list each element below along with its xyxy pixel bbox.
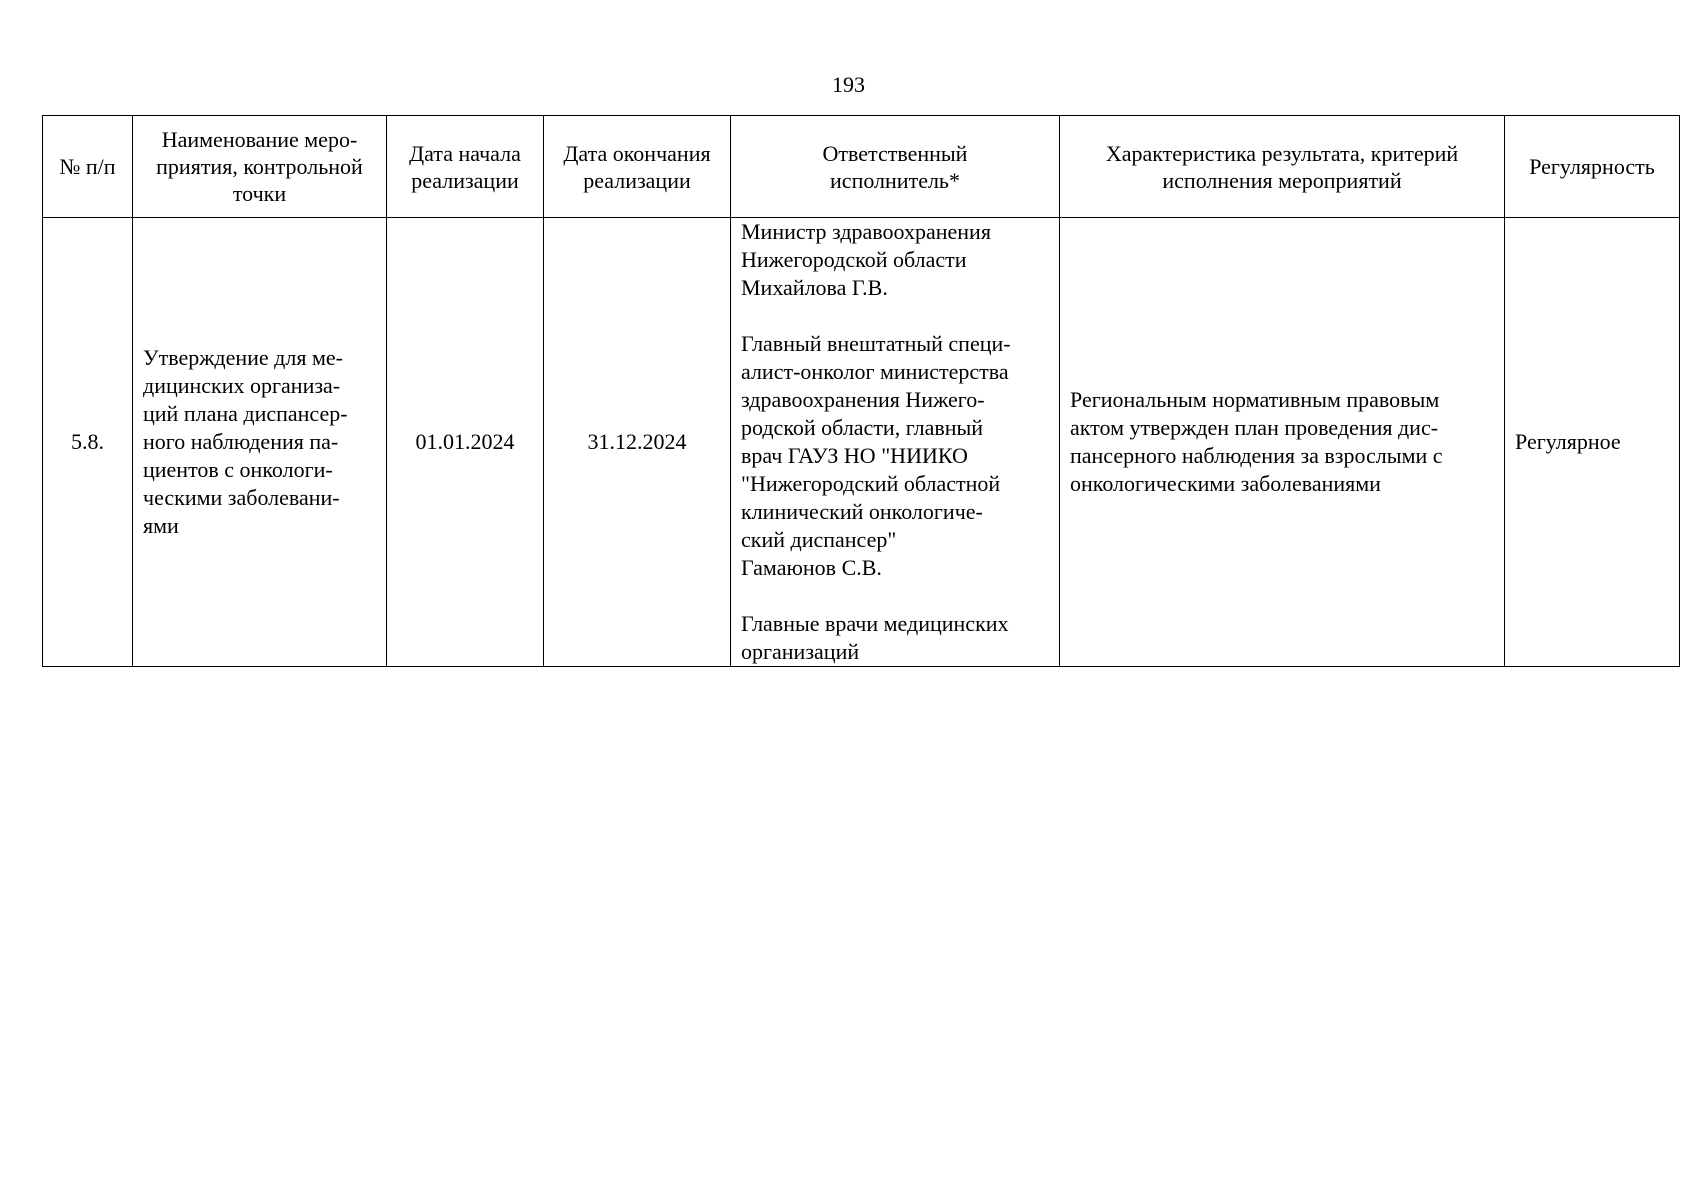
header-result-line: исполнения мероприятий	[1162, 167, 1402, 193]
responsible-line: Главный внештатный специ-	[741, 331, 1011, 356]
responsible-line: Нижегородской области	[741, 247, 967, 272]
header-start-date	[387, 116, 544, 218]
responsible-line: клинический онкологиче-	[741, 499, 983, 524]
header-name-line: точки	[232, 181, 287, 206]
plan-table	[42, 115, 1680, 667]
cell-name-line: циентов с онкологи-	[143, 457, 333, 482]
responsible-line: здравоохранения Нижего-	[741, 387, 985, 412]
responsible-line: Главные врачи медицинских	[741, 611, 1009, 636]
responsible-line: врач ГАУЗ НО "НИИКО	[741, 443, 968, 468]
responsible-line: Министр здравоохранения	[741, 219, 991, 244]
table-row	[43, 218, 1680, 667]
header-start-line: Дата начала	[409, 140, 521, 166]
paragraph-gap	[741, 302, 1049, 330]
responsible-line: алист-онколог министерства	[741, 359, 1009, 384]
header-name-line: Наименование меро-	[161, 127, 358, 152]
header-responsible-line: Ответственный	[822, 140, 968, 166]
header-name	[133, 116, 387, 218]
header-result-line: Характеристика результата, критерий	[1105, 140, 1459, 166]
responsible-line: Гамаюнов С.В.	[741, 555, 882, 580]
cell-name-line: ями	[143, 513, 179, 538]
cell-name-line: Утверждение для ме-	[143, 345, 343, 370]
cell-end-date: 31.12.2024	[544, 218, 731, 667]
header-num: № п/п	[43, 116, 133, 218]
responsible-line: Михайлова Г.В.	[741, 275, 888, 300]
header-responsible-line: исполнитель*	[830, 167, 960, 193]
result-line: Региональным нормативным правовым	[1070, 387, 1440, 412]
responsible-line: "Нижегородский областной	[741, 471, 1001, 496]
cell-responsible	[731, 218, 1060, 667]
responsible-line: ский диспансер"	[741, 527, 897, 552]
result-line: актом утвержден план проведения дис-	[1070, 415, 1439, 440]
header-responsible	[731, 116, 1060, 218]
cell-name-line: ций плана диспансер-	[143, 401, 348, 426]
responsible-line: организаций	[741, 639, 860, 664]
page-number: 193	[832, 72, 865, 97]
header-name-line: приятия, контрольной	[156, 154, 363, 179]
cell-name-line: ного наблюдения па-	[143, 429, 339, 454]
cell-name-line: дицинских организа-	[143, 373, 341, 398]
result-line: пансерного наблюдения за взрослыми с	[1070, 443, 1443, 468]
cell-name-line: ческими заболевани-	[143, 485, 340, 510]
header-result	[1060, 116, 1505, 218]
cell-regularity: Регулярное	[1505, 218, 1680, 667]
header-end-line: реализации	[583, 167, 691, 193]
cell-result	[1060, 218, 1505, 667]
header-row	[43, 116, 1680, 218]
header-end-date	[544, 116, 731, 218]
result-line: онкологическими заболеваниями	[1070, 471, 1381, 496]
header-end-line: Дата окончания	[563, 140, 711, 166]
header-start-line: реализации	[411, 167, 519, 193]
cell-name	[133, 218, 387, 667]
cell-num: 5.8.	[43, 218, 133, 667]
cell-start-date: 01.01.2024	[387, 218, 544, 667]
responsible-line: родской области, главный	[741, 415, 984, 440]
header-regularity: Регулярность	[1505, 116, 1680, 218]
paragraph-gap	[741, 582, 1049, 610]
